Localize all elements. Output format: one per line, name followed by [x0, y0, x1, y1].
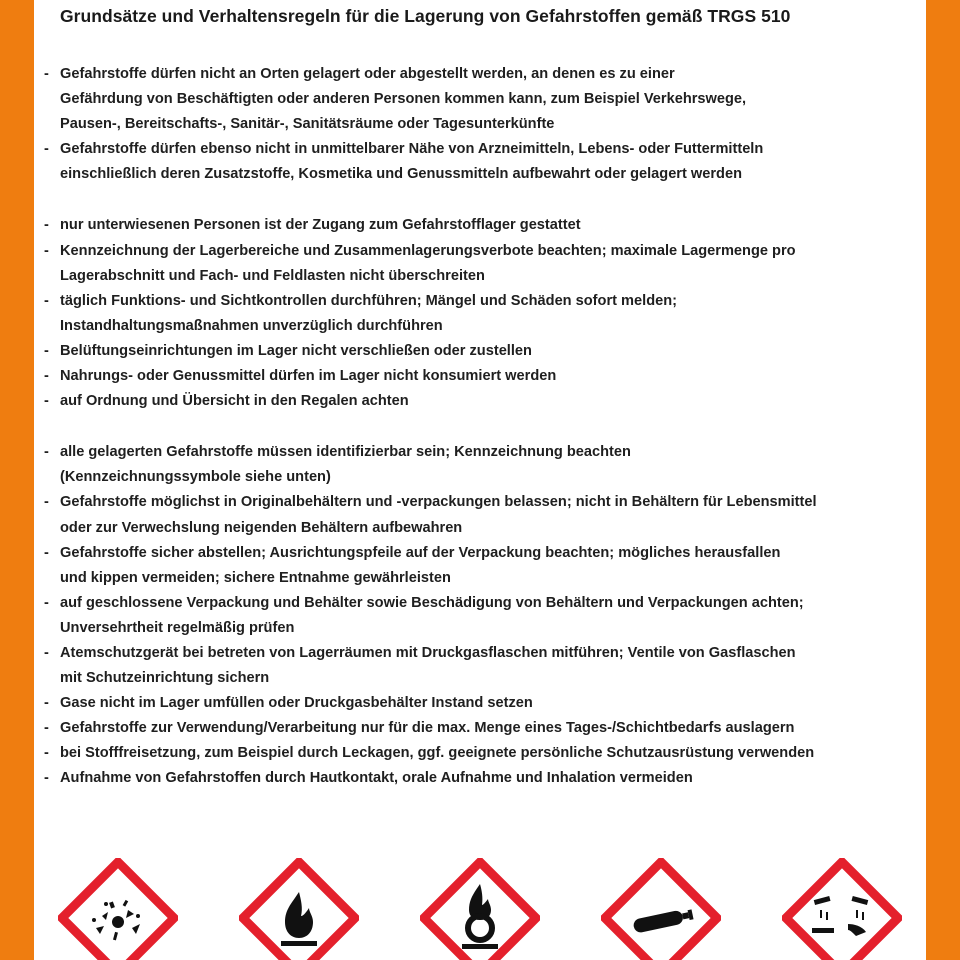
- rule-text-line: Kennzeichnung der Lagerbereiche und Zusammenlagerungsverbote beachten; maximale Lagermenge pro: [60, 242, 796, 259]
- rule-item: [44, 239, 924, 289]
- safety-sign: [34, 0, 926, 960]
- rule-text-line: täglich Funktions- und Sichtkontrollen durchführen; Mängel und Schäden sofort melden;: [60, 292, 677, 309]
- rule-text-line: auf geschlossene Verpackung und Behälter sowie Beschädigung von Behältern und Verpackungen achten;: [60, 594, 804, 611]
- rule-text-line: Aufnahme von Gefahrstoffen durch Hautkontakt, orale Aufnahme und Inhalation vermeiden: [60, 770, 693, 787]
- rule-group: [44, 440, 924, 791]
- bullet-dash: -: [44, 393, 49, 410]
- rule-item: [44, 490, 924, 540]
- rule-text-line: Instandhaltungsmaßnahmen unverzüglich durchführen: [60, 317, 443, 334]
- bullet-dash: -: [44, 368, 49, 385]
- rule-item: [44, 339, 924, 364]
- bullet-dash: -: [44, 695, 49, 712]
- bullet-dash: -: [44, 720, 49, 737]
- explosive-icon: [58, 858, 178, 960]
- rule-item: [44, 62, 924, 137]
- rule-text-line: Gefahrstoffe dürfen ebenso nicht in unmittelbarer Nähe von Arzneimitteln, Lebens- oder Futtermitteln: [60, 141, 764, 158]
- rule-text-line: Nahrungs- oder Genussmittel dürfen im Lager nicht konsumiert werden: [60, 368, 557, 385]
- rule-item: [44, 716, 924, 741]
- rule-text-line: oder zur Verwechslung neigenden Behältern aufbewahren: [60, 519, 463, 536]
- bullet-dash: -: [44, 66, 49, 82]
- rule-text-line: Unversehrtheit regelmäßig prüfen: [60, 619, 295, 636]
- rule-text-line: Pausen-, Bereitschafts-, Sanitär-, Sanitätsräume oder Tagesunterkünfte: [60, 116, 555, 133]
- rule-item: [44, 591, 924, 641]
- bullet-dash: -: [44, 292, 49, 309]
- flame-icon: [239, 858, 359, 960]
- rule-text-line: nur unterwiesenen Personen ist der Zugang zum Gefahrstofflager gestattet: [60, 217, 581, 234]
- bullet-dash: -: [44, 544, 49, 561]
- corrosion-icon: [782, 858, 902, 960]
- rule-item: [44, 213, 924, 238]
- rule-text-line: alle gelagerten Gefahrstoffe müssen identifizierbar sein; Kennzeichnung beachten: [60, 444, 631, 461]
- bullet-dash: -: [44, 242, 49, 259]
- rule-item: [44, 389, 924, 414]
- rule-text-line: Gase nicht im Lager umfüllen oder Druckgasbehälter Instand setzen: [60, 695, 533, 712]
- bullet-dash: -: [44, 494, 49, 511]
- bullet-dash: -: [44, 745, 49, 762]
- gas-cylinder-icon: [601, 858, 721, 960]
- rule-text-line: mit Schutzeinrichtung sichern: [60, 670, 270, 687]
- rule-group: [44, 62, 924, 187]
- bullet-dash: -: [44, 770, 49, 787]
- bullet-dash: -: [44, 217, 49, 234]
- bullet-dash: -: [44, 141, 49, 158]
- rule-item: [44, 766, 924, 791]
- rule-text-line: Gefahrstoffe möglichst in Originalbehältern und -verpackungen belassen; nicht in Behältern für Lebensmittel: [60, 494, 817, 511]
- rule-group: [44, 213, 924, 414]
- bullet-dash: -: [44, 444, 49, 461]
- ghs-pictogram-row: [34, 858, 926, 960]
- sign-title: Grundsätze und Verhaltensregeln für die Lagerung von Gefahrstoffen gemäß TRGS 510: [60, 6, 791, 26]
- rule-item: [44, 691, 924, 716]
- rule-item: [44, 741, 924, 766]
- bullet-dash: -: [44, 594, 49, 611]
- rule-item: [44, 364, 924, 389]
- rule-item: [44, 541, 924, 591]
- rule-text-line: Lagerabschnitt und Fach- und Feldlasten nicht überschreiten: [60, 267, 485, 284]
- rule-text-line: Gefahrstoffe zur Verwendung/Verarbeitung nur für die max. Menge eines Tages-/Schichtbedarfs auslagern: [60, 720, 795, 737]
- rule-item: [44, 289, 924, 339]
- rule-text-line: (Kennzeichnungssymbole siehe unten): [60, 469, 331, 486]
- rule-text-line: Atemschutzgerät bei betreten von Lagerräumen mit Druckgasflaschen mitführen; Ventile von Gasflaschen: [60, 644, 796, 661]
- rule-item: [44, 137, 924, 187]
- rule-text-line: Gefahrstoffe sicher abstellen; Ausrichtungspfeile auf der Verpackung beachten; mögliches herausfallen: [60, 544, 781, 561]
- rule-text-line: einschließlich deren Zusatzstoffe, Kosmetika und Genussmitteln aufbewahrt oder gelagert werden: [60, 166, 742, 183]
- bullet-dash: -: [44, 342, 49, 359]
- rule-text-line: auf Ordnung und Übersicht in den Regalen achten: [60, 393, 409, 410]
- rule-text-line: und kippen vermeiden; sichere Entnahme gewährleisten: [60, 569, 451, 586]
- flame-over-circle-icon: [420, 858, 540, 960]
- rule-text-line: bei Stofffreisetzung, zum Beispiel durch Leckagen, ggf. geeignete persönliche Schutzausrüstung verwenden: [60, 745, 815, 762]
- rule-text-line: Gefährdung von Beschäftigten oder anderen Personen kommen kann, zum Beispiel Verkehrswege,: [60, 91, 747, 108]
- rule-text-line: Belüftungseinrichtungen im Lager nicht verschließen oder zustellen: [60, 342, 532, 359]
- rule-groups: [44, 62, 924, 792]
- rule-text-line: Gefahrstoffe dürfen nicht an Orten gelagert oder abgestellt werden, an denen es zu einer: [60, 66, 675, 82]
- bullet-dash: -: [44, 644, 49, 661]
- rule-item: [44, 641, 924, 691]
- rule-item: [44, 440, 924, 490]
